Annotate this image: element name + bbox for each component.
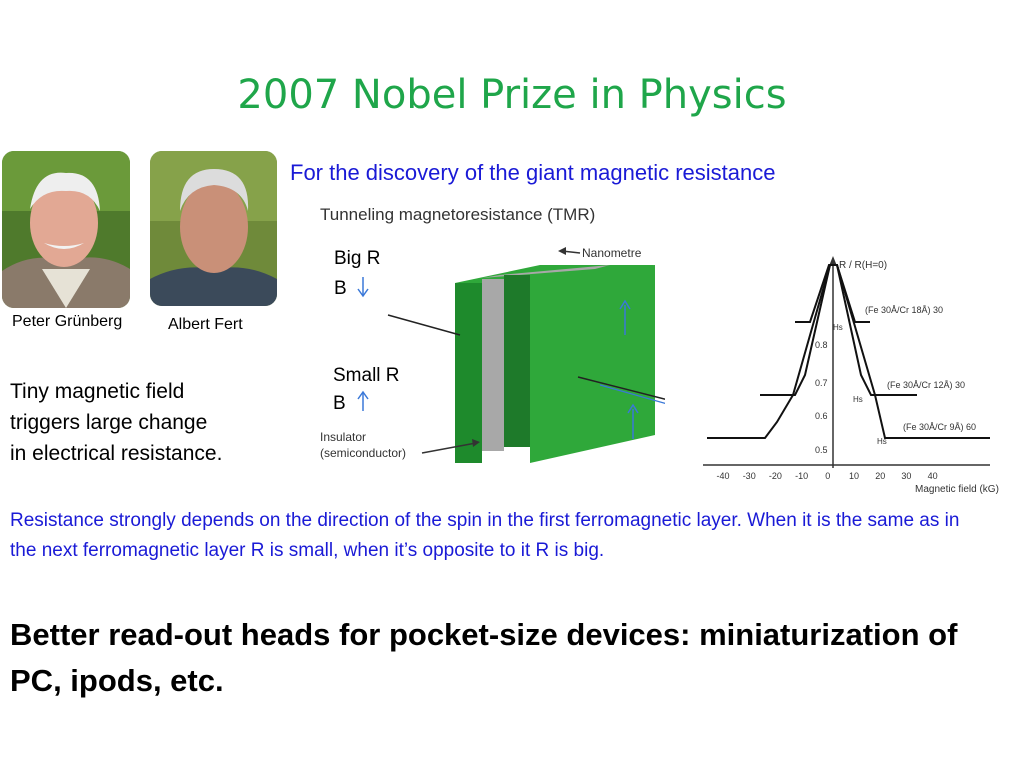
tmr-heading: Tunneling magnetoresistance (TMR) [320, 205, 596, 224]
tiny-field-line: in electrical resistance. [10, 442, 223, 465]
x-tick-label: -30 [742, 471, 756, 481]
ferromagnetic-layer-1 [455, 283, 482, 463]
slide-title: 2007 Nobel Prize in Physics [237, 72, 787, 118]
block-side [530, 265, 655, 463]
x-tick-label: 20 [875, 471, 886, 481]
graph-ylabel: R / R(H=0) [839, 260, 888, 271]
x-tick-label: -10 [795, 471, 809, 481]
curve-label-cr9: (Fe 30Å/Cr 9Å) 60 [903, 422, 977, 432]
portrait-peter-grunberg [2, 151, 130, 308]
resistance-text: Resistance strongly depends on the direction of the spin in the first ferromagnetic layer. When it is the same as in the next ferromagnetic layer R is small, when it’s opposite to it R is big. [10, 510, 960, 561]
y-tick-label: 0.7 [815, 378, 828, 388]
small-r-label: Small R [333, 365, 400, 386]
portrait-albert-fert [150, 151, 277, 306]
tiny-field-line: triggers large change [10, 411, 208, 434]
tmr-diagram [300, 195, 705, 475]
hs-label: Hs [877, 437, 887, 446]
insulator-label: Insulator [320, 430, 367, 444]
y-tick-label: 0.5 [815, 445, 828, 455]
caption-albert-fert: Albert Fert [168, 316, 243, 333]
tiny-field-line: Tiny magnetic field [10, 380, 185, 403]
hs-label: Hs [853, 395, 863, 404]
nanometre-arrowhead [558, 247, 566, 255]
tiny-field-text [10, 376, 285, 469]
insulator-label-2: (semiconductor) [320, 446, 407, 460]
gmr-graph [665, 240, 1024, 500]
slide-subtitle: For the discovery of the giant magnetic resistance [290, 160, 776, 185]
graph-background [665, 240, 1024, 500]
y-tick-label: 0.6 [815, 411, 828, 421]
big-r-b-label: B [334, 278, 347, 299]
x-tick-label: 40 [927, 471, 938, 481]
big-r-pointer [388, 315, 460, 335]
graph-xlabel: Magnetic field (kG) [915, 484, 999, 495]
small-r-b-label: B [333, 393, 346, 414]
big-r-label: Big R [334, 248, 381, 269]
insulator-layer [482, 279, 504, 451]
better-readout-text: Better read-out heads for pocket-size devices: miniaturization of PC, ipods, etc. [10, 617, 958, 698]
curve-label-cr18: (Fe 30Å/Cr 18Å) 30 [865, 305, 944, 315]
ferromagnetic-layer-2 [504, 275, 530, 447]
y-tick-label: 0.8 [815, 340, 828, 350]
x-tick-label: 10 [848, 471, 860, 481]
hs-label: Hs [833, 323, 843, 332]
x-tick-labels [716, 471, 937, 481]
x-tick-label: 0 [825, 471, 831, 481]
x-tick-label: 30 [901, 471, 912, 481]
x-tick-label: -20 [768, 471, 782, 481]
caption-peter-grunberg: Peter Grünberg [12, 313, 123, 330]
x-tick-label: -40 [716, 471, 730, 481]
curve-label-cr12: (Fe 30Å/Cr 12Å) 30 [887, 380, 966, 390]
nanometre-label: Nanometre [582, 246, 642, 260]
